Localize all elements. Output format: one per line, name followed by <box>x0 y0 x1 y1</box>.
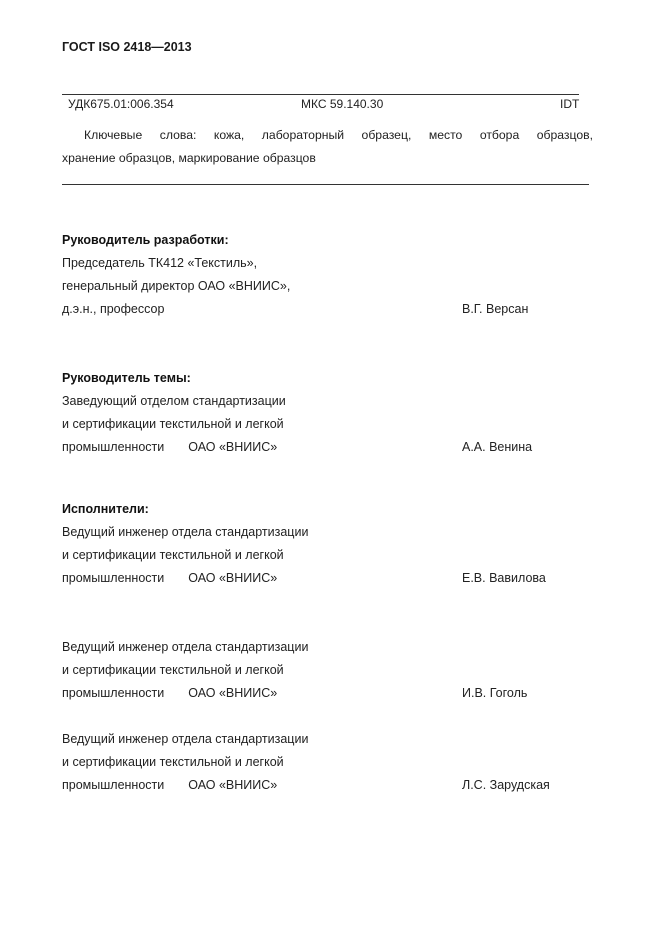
lead-dev-person: В.Г. Версан <box>462 302 529 316</box>
mks-code: МКС 59.140.30 <box>301 97 384 111</box>
lead-topic-industry: промышленности <box>62 440 165 454</box>
performer-2-org: ОАО «ВНИИС» <box>188 686 278 700</box>
performer-3-line-2: и сертификации текстильной и легкой <box>62 755 284 769</box>
lead-topic-line-1: Заведующий отделом стандартизации <box>62 394 286 408</box>
lead-dev-line-2: генеральный директор ОАО «ВНИИС», <box>62 279 291 293</box>
document-id: ГОСТ ISO 2418—2013 <box>62 40 192 54</box>
performer-2-line-1: Ведущий инженер отдела стандартизации <box>62 640 309 654</box>
performer-1-line-2: и сертификации текстильной и легкой <box>62 548 284 562</box>
lead-topic-heading: Руководитель темы: <box>62 371 191 385</box>
performer-3-industry: промышленности <box>62 778 165 792</box>
performer-2-line-2: и сертификации текстильной и легкой <box>62 663 284 677</box>
lead-dev-heading: Руководитель разработки: <box>62 233 229 247</box>
lead-topic-line-2: и сертификации текстильной и легкой <box>62 417 284 431</box>
performer-2-line-3 <box>62 686 277 700</box>
performer-1-org: ОАО «ВНИИС» <box>188 571 278 585</box>
keywords-line-1: Ключевые слова: кожа, лабораторный образец, место отбора образцов, <box>84 128 593 142</box>
performer-2-person: И.В. Гоголь <box>462 686 528 700</box>
lead-dev-line-3: д.э.н., профессор <box>62 302 165 316</box>
performer-3-line-1: Ведущий инженер отдела стандартизации <box>62 732 309 746</box>
performer-3-org: ОАО «ВНИИС» <box>188 778 278 792</box>
performer-3-line-3 <box>62 778 277 792</box>
lead-topic-line-3 <box>62 440 277 454</box>
lead-topic-person: А.А. Венина <box>462 440 533 454</box>
performer-1-industry: промышленности <box>62 571 165 585</box>
keywords-rule <box>62 184 589 185</box>
performer-1-line-1: Ведущий инженер отдела стандартизации <box>62 525 309 539</box>
top-rule <box>62 94 579 95</box>
lead-dev-line-1: Председатель ТК412 «Текстиль», <box>62 256 258 270</box>
lead-topic-org: ОАО «ВНИИС» <box>188 440 278 454</box>
performers-heading: Исполнители: <box>62 502 149 516</box>
performer-3-person: Л.С. Зарудская <box>462 778 550 792</box>
keywords-line-2: хранение образцов, маркирование образцов <box>62 151 316 165</box>
udc-code: УДК675.01:006.354 <box>68 97 174 111</box>
idt-label: IDT <box>560 97 580 111</box>
performer-1-person: Е.В. Вавилова <box>462 571 546 585</box>
performer-2-industry: промышленности <box>62 686 165 700</box>
performer-1-line-3 <box>62 571 277 585</box>
